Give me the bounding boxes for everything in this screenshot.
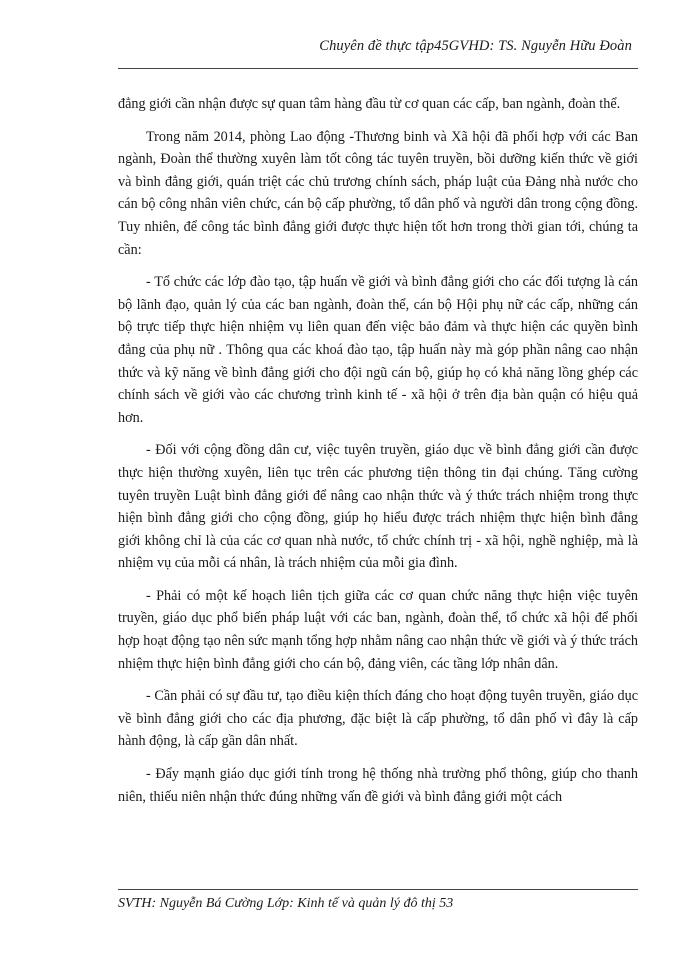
document-body: [118, 93, 638, 818]
paragraph: - Cần phải có sự đầu tư, tạo điều kiện thích đáng cho hoạt động tuyên truyền, giáo dục về bình đẳng giới cho các địa phương, đặc biệt là cấp phường, tổ dân phố vì đây là cấp hành động, là cấp gần dân nhất.: [118, 688, 638, 750]
header-text: Chuyên đề thực tập45GVHD: TS. Nguyễn Hữu Đoàn: [319, 38, 632, 54]
page-footer: [118, 889, 638, 912]
paragraph: - Tổ chức các lớp đào tạo, tập huấn về giới và bình đẳng giới cho các đối tượng là cán bộ lãnh đạo, quản lý của các ban ngành, đoàn thể, cán bộ Hội phụ nữ các cấp, những cán bộ trực tiếp thực hiện nhiệm vụ liên quan đến việc bảo đảm và thực hiện các quyền bình đẳng của phụ nữ . Thông qua các khoá đào tạo, tập huấn này mà góp phần nâng cao nhận thức và kỹ năng về bình đẳng giới cho đội ngũ cán bộ, giúp họ có khả năng lồng ghép các chính sách về giới vào các chương trình kinh tế - xã hội ở trên địa bàn quận có hiệu quả hơn.: [118, 274, 638, 426]
page-header: [118, 30, 638, 69]
paragraph: đẳng giới cần nhận được sự quan tâm hàng đầu từ cơ quan các cấp, ban ngành, đoàn thể.: [118, 96, 621, 112]
paragraph: Trong năm 2014, phòng Lao động -Thương binh và Xã hội đã phối hợp với các Ban ngành, Đoàn thể thường xuyên làm tốt công tác tuyên truyền, bồi dưỡng kiến thức về giới và bình đẳng giới, quán triệt các chủ trương chính sách, pháp luật của Đảng nhà nước cho cán bộ công nhân viên chức, cán bộ cấp phường, tổ dân phố và người dân trong cộng đồng. Tuy nhiên, để công tác bình đẳng giới được thực hiện tốt hơn trong thời gian tới, chúng ta cần:: [118, 128, 638, 258]
paragraph: - Đối với cộng đồng dân cư, việc tuyên truyền, giáo dục về bình đẳng giới cần được thực hiện thường xuyên, liên tục trên các phương tiện thông tin đại chúng. Tăng cường tuyên truyền Luật bình đẳng giới để nâng cao nhận thức và ý thức trách nhiệm trong thực hiện bình đẳng giới cho cộng đồng, giúp họ hiểu được trách nhiệm thực hiện bình đẳng giới không chỉ là của các cơ quan nhà nước, tổ chức chính trị - xã hội, nghề nghiệp, mà là nhiệm vụ của mỗi cá nhân, là trách nhiệm của mỗi gia đình.: [118, 442, 638, 572]
footer-text: SVTH: Nguyễn Bá Cường Lớp: Kinh tế và quản lý đô thị 53: [118, 896, 454, 911]
paragraph: - Phải có một kế hoạch liên tịch giữa các cơ quan chức năng thực hiện việc tuyên truyền, giáo dục phổ biến pháp luật với các ban, ngành, đoàn thể, tổ chức xã hội để phối hợp hoạt động tạo nên sức mạnh tổng hợp nhằm nâng cao nhận thức về giới và ý thức trách nhiệm thực hiện bình đẳng giới cho cán bộ, đảng viên, các tầng lớp nhân dân.: [118, 587, 638, 672]
paragraph: - Đẩy mạnh giáo dục giới tính trong hệ thống nhà trường phổ thông, giúp cho thanh niên, thiếu niên nhận thức đúng những vấn đề giới và bình đẳng giới một cách: [118, 766, 638, 805]
